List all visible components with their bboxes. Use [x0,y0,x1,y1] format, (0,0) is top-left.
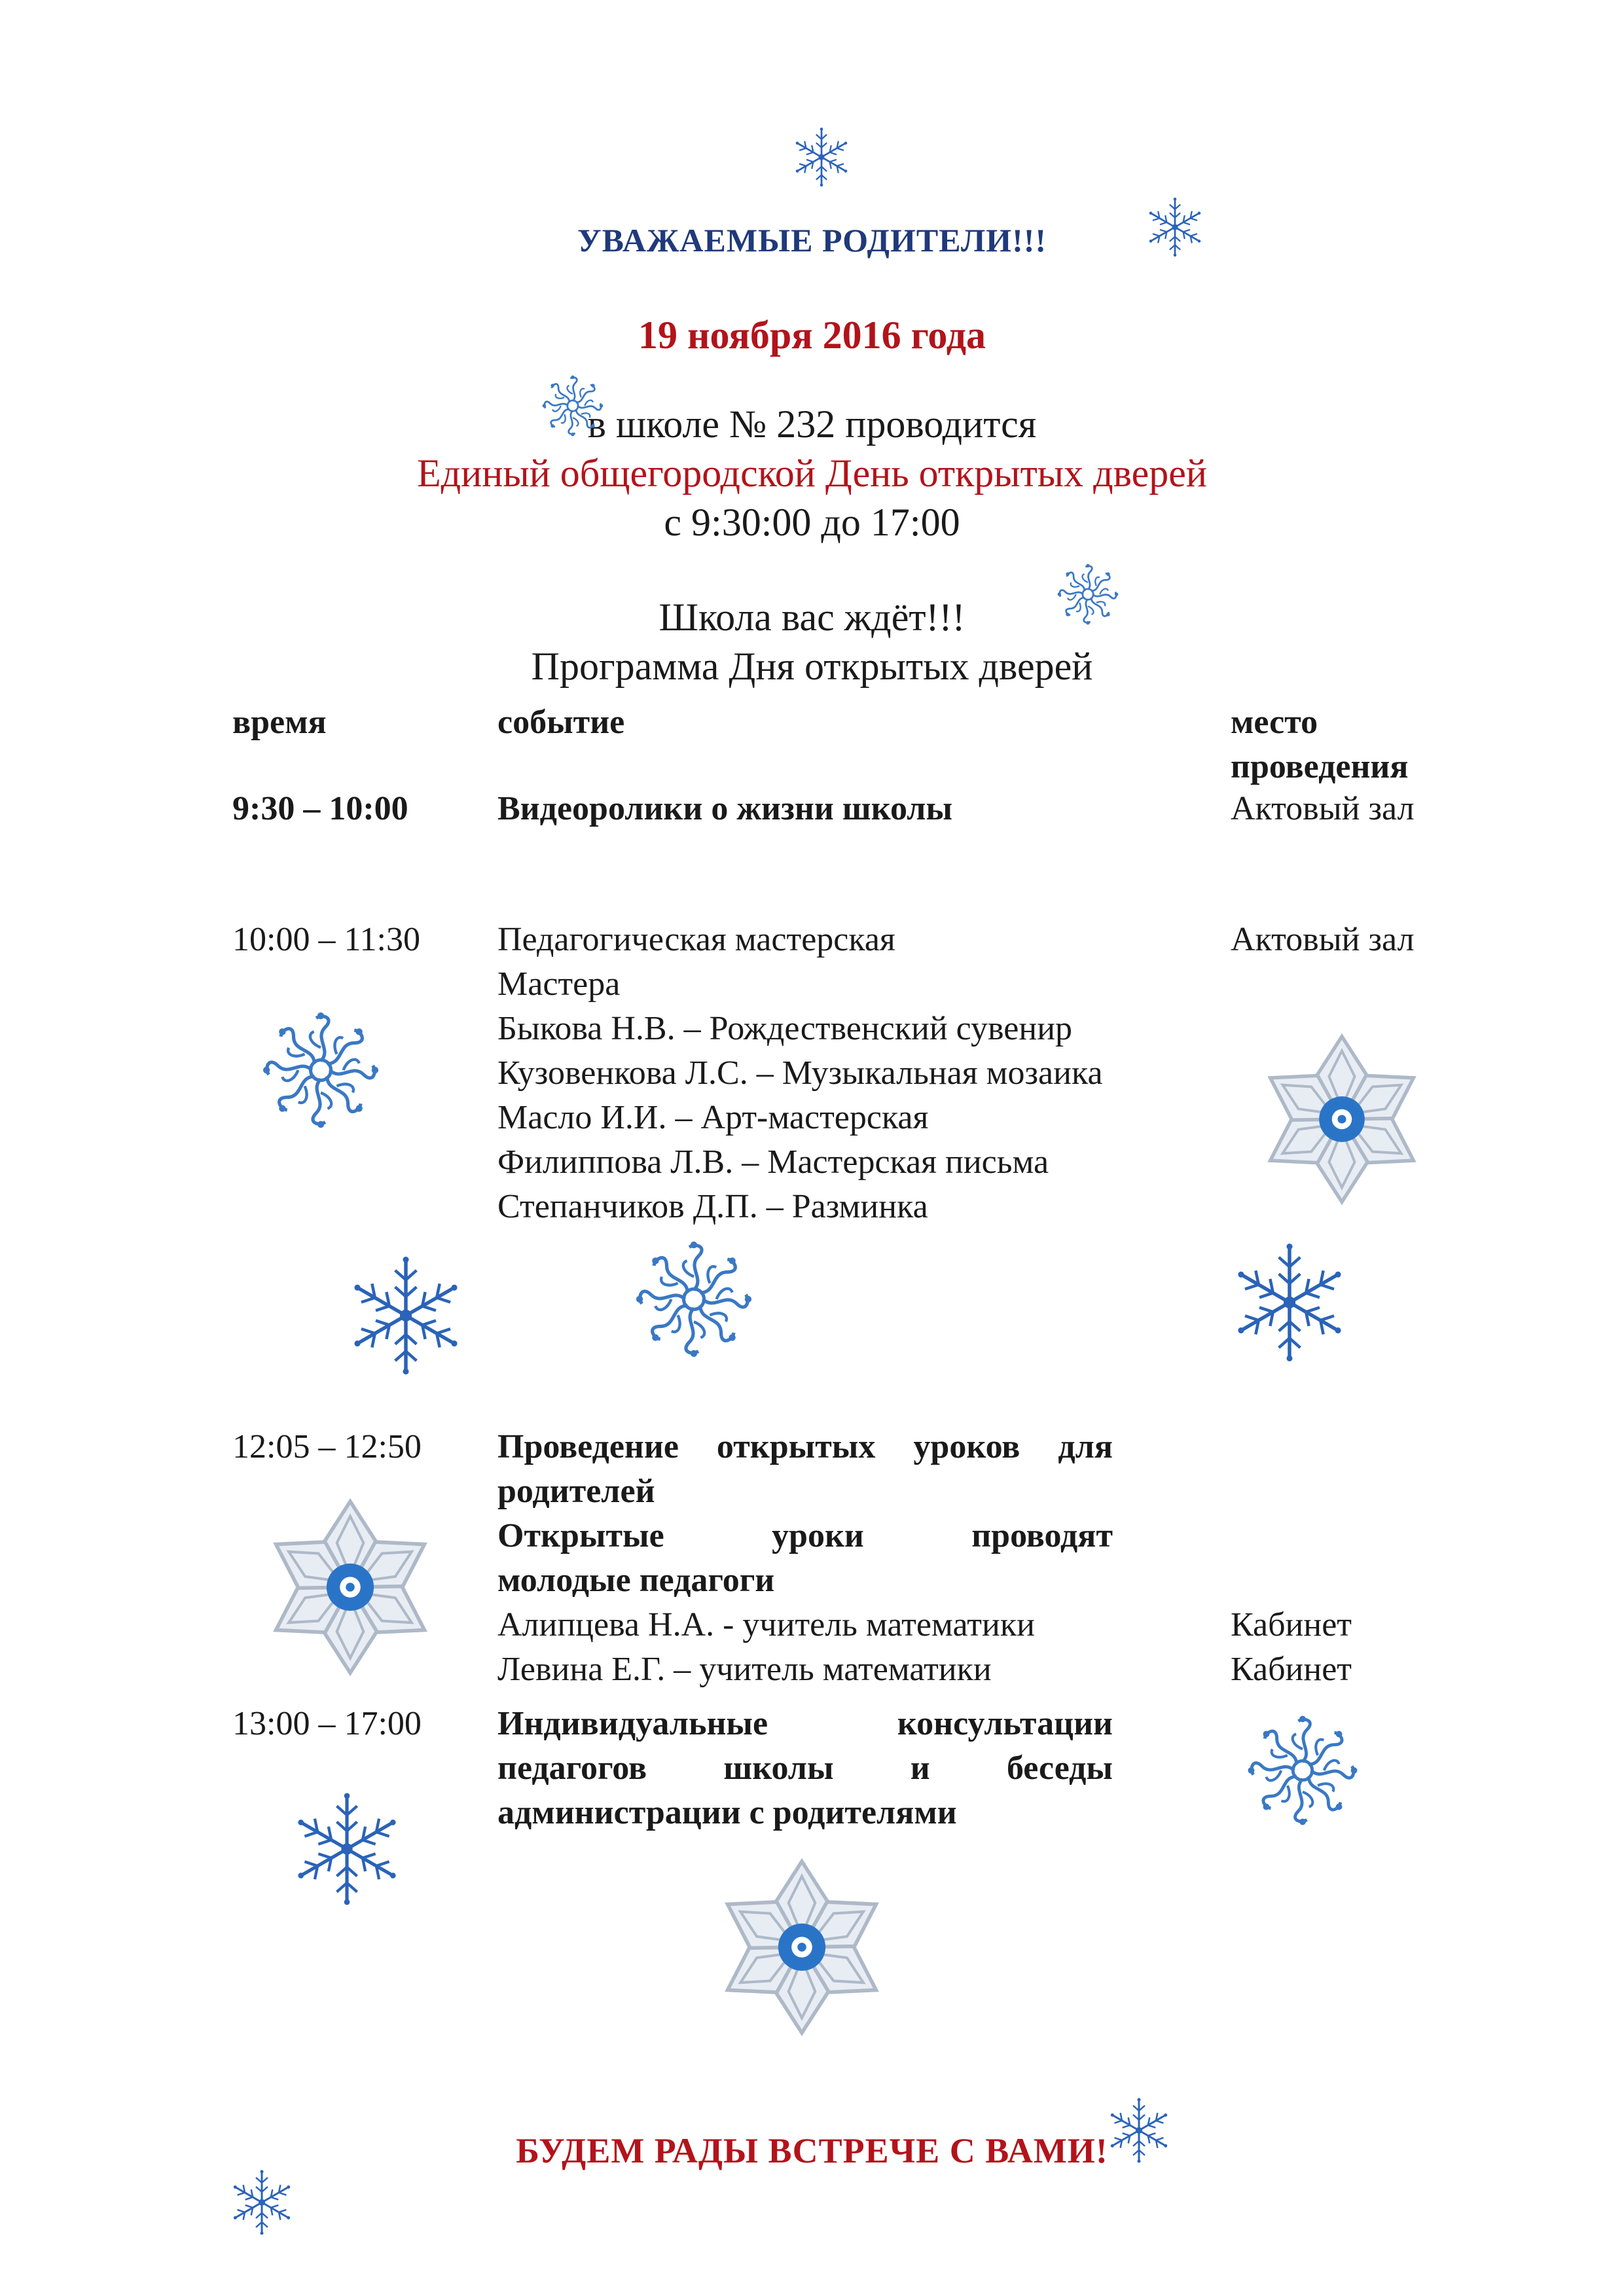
row1-time: 9:30 – 10:00 [232,790,408,827]
closing-message: БУДЕМ РАДЫ ВСТРЕЧЕ С ВАМИ! [516,2131,1108,2170]
intro-line-school: в школе № 232 проводится [587,403,1037,446]
snowflake-icon [632,1237,756,1361]
row1-place: Актовый зал [1231,790,1415,827]
row4-event-line: администрации с родителями [497,1794,957,1831]
row3-place-line: Кабинет [1231,1606,1352,1643]
row2-event-line: Мастера [497,965,621,1003]
row3-event [497,1425,1113,1692]
snowflake-icon [259,1496,442,1679]
row2-place: Актовый зал [1231,921,1415,958]
row3-place-line: Кабинет [1231,1651,1352,1688]
row2-event-line: Педагогическая мастерская [497,921,895,958]
header-time: время [232,704,327,741]
row4-event-line: Индивидуальные консультации [497,1705,1113,1742]
row4-event-line: педагогов школы и беседы [497,1749,1113,1787]
row2-event-line: Кузовенкова Л.С. – Музыкальная мозаика [497,1054,1103,1092]
snowflake-icon [1254,1031,1430,1208]
snowflake-icon [1055,562,1121,627]
snowflake-icon [285,1780,409,1918]
row2-event [497,918,1218,1229]
row3-time: 12:05 – 12:50 [232,1428,422,1465]
row4-time: 13:00 – 17:00 [232,1705,422,1742]
row2-event-line: Степанчиков Д.П. – Разминка [497,1188,928,1225]
row2-event-line: Филиппова Л.В. – Мастерская письма [497,1143,1049,1181]
intro-line-hours: с 9:30:00 до 17:00 [664,501,960,544]
row1-event: Видеоролики о жизни школы [497,790,953,827]
snowflake-icon [789,121,854,193]
row2-event-line: Масло И.И. – Арт-мастерская [497,1099,929,1136]
header-place-line2: проведения [1231,748,1409,785]
row3-place [1231,1603,1545,1692]
row2-time: 10:00 – 11:30 [232,921,420,958]
snowflake-icon [259,1008,383,1132]
snowflake-icon [1103,2094,1175,2166]
snowflake-icon [340,1244,471,1388]
intro-line-welcome: Школа вас ждёт!!! [659,596,965,639]
snowflake-icon [1142,191,1208,263]
snowflake-icon [540,373,605,439]
header-place-line1: место [1231,704,1318,741]
row3-event-line: Проведение открытых уроков для [497,1428,1113,1465]
greeting-heading: УВАЖАЕМЫЕ РОДИТЕЛИ!!! [577,222,1047,259]
intro-line-event-name: Единый общегородской День открытых дверей [416,452,1207,495]
header-event: событие [497,704,625,741]
snowflake-icon [226,2166,298,2238]
row4-event [497,1702,1113,1835]
row2-event-line: Быкова Н.В. – Рождественский сувенир [497,1010,1073,1047]
program-title: Программа Дня открытых дверей [531,645,1093,688]
snowflake-icon [1224,1230,1355,1374]
row3-event-line: Алипцева Н.А. - учитель математики [497,1606,1035,1643]
snowflake-icon [1244,1712,1362,1829]
row3-event-line: родителей [497,1473,655,1510]
row3-event-line: Открытые уроки проводят [497,1517,1113,1554]
snowflake-icon [710,1856,893,2039]
header-place [1231,700,1545,789]
row3-event-line: Левина Е.Г. – учитель математики [497,1651,992,1688]
row3-event-line: молодые педагоги [497,1562,775,1599]
event-date: 19 ноября 2016 года [638,314,986,357]
